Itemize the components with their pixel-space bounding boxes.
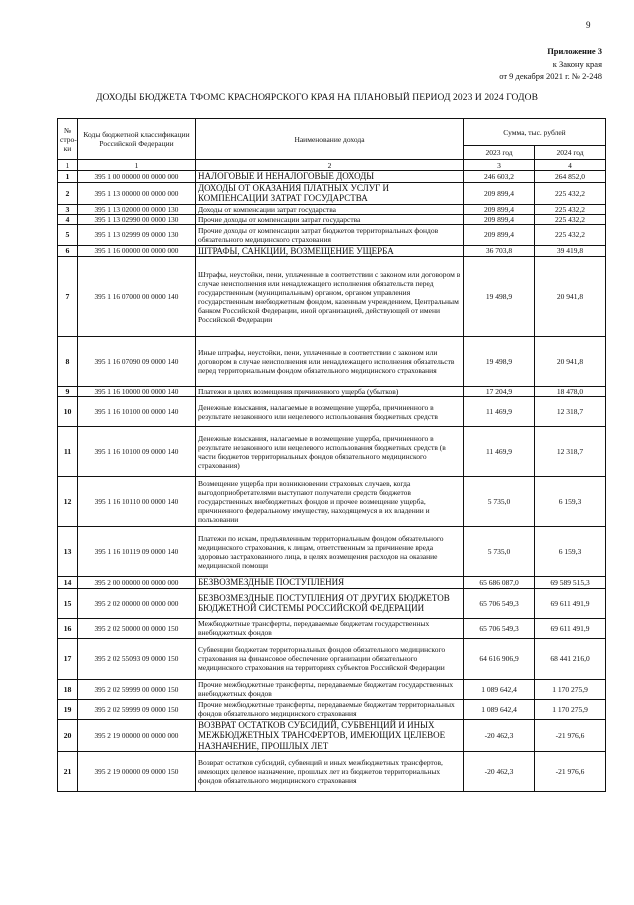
classification-code-cell: 395 2 02 59999 00 0000 150 <box>78 679 196 699</box>
amount-2023-cell: 209 899,4 <box>464 214 535 224</box>
amount-2024-cell: 69 589 515,3 <box>535 577 606 589</box>
table-row <box>58 618 606 638</box>
revenue-name-cell: Иные штрафы, неустойки, пени, уплаченные в соответствии с законом или договором в случае неисполнения или ненадлежащего исполнения обязательств перед территориальным фондом обязательного медицинского страхования <box>196 337 464 387</box>
revenue-name-cell: Штрафы, неустойки, пени, уплаченные в соответствии с законом или договором в случае неисполнения или ненадлежащего исполнения обязательств перед государственным (муниципальным) органом, органом управления государственным внебюджетным фондом, казенным учреждением, Центральным банком Российской Федерации, иной организацией, действующей от имени Российской Федерации <box>196 257 464 337</box>
amount-2024-cell: 39 419,8 <box>535 245 606 257</box>
appendix-line-2: от 9 декабря 2021 г. № 2-248 <box>499 71 602 81</box>
amount-2023-cell: 246 603,2 <box>464 171 535 183</box>
classification-code-cell: 395 1 16 00000 00 0000 000 <box>78 245 196 257</box>
amount-2024-cell: 1 170 275,9 <box>535 699 606 719</box>
table-row <box>58 245 606 257</box>
amount-2023-cell: 65 706 549,3 <box>464 618 535 638</box>
document-title: ДОХОДЫ БЮДЖЕТА ТФОМС КРАСНОЯРСКОГО КРАЯ НА ПЛАНОВЫЙ ПЕРИОД 2023 И 2024 ГОДОВ <box>95 93 539 103</box>
header-name: Наименование дохода <box>196 119 464 160</box>
amount-2023-cell: 11 469,9 <box>464 427 535 477</box>
table-row <box>58 171 606 183</box>
amount-2023-cell: 209 899,4 <box>464 224 535 245</box>
row-number-cell: 9 <box>58 387 78 397</box>
row-number-cell: 16 <box>58 618 78 638</box>
classification-code-cell: 395 1 16 10110 00 0000 140 <box>78 477 196 527</box>
row-number-cell: 19 <box>58 699 78 719</box>
table-row <box>58 224 606 245</box>
table-body <box>58 171 606 792</box>
classification-code-cell: 395 1 16 10000 00 0000 140 <box>78 387 196 397</box>
classification-code-cell: 395 1 16 10119 09 0000 140 <box>78 527 196 577</box>
amount-2024-cell: 225 432,2 <box>535 182 606 204</box>
classification-code-cell: 395 2 02 59999 09 0000 150 <box>78 699 196 719</box>
classification-code-cell: 395 2 02 50000 00 0000 150 <box>78 618 196 638</box>
header-year-2023: 2023 год <box>464 146 535 160</box>
amount-2024-cell: -21 976,6 <box>535 752 606 792</box>
header-sum: Сумма, тыс. рублей <box>464 119 606 146</box>
appendix-line-1: к Закону края <box>552 58 602 69</box>
table-row <box>58 679 606 699</box>
row-number-cell: 3 <box>58 204 78 214</box>
amount-2023-cell: 19 498,9 <box>464 337 535 387</box>
row-number-cell: 21 <box>58 752 78 792</box>
amount-2023-cell: 1 089 642,4 <box>464 679 535 699</box>
revenue-name-cell: ВОЗВРАТ ОСТАТКОВ СУБСИДИЙ, СУБВЕНЦИЙ И ИНЫХ МЕЖБЮДЖЕТНЫХ ТРАНСФЕРТОВ, ИМЕЮЩИХ ЦЕЛЕВОЕ НАЗНАЧЕНИЕ, ПРОШЛЫХ ЛЕТ <box>196 719 464 752</box>
appendix-block <box>499 45 602 83</box>
revenue-name-cell: Прочие доходы от компенсации затрат бюджетов территориальных фондов обязательного медицинского страхования <box>196 224 464 245</box>
header-code: Коды бюджетной классификации Российской Федерации <box>78 119 196 160</box>
row-number-cell: 10 <box>58 397 78 427</box>
table-row <box>58 387 606 397</box>
classification-code-cell: 395 1 16 10100 00 0000 140 <box>78 397 196 427</box>
revenue-name-cell: ШТРАФЫ, САНКЦИИ, ВОЗМЕЩЕНИЕ УЩЕРБА <box>196 245 464 257</box>
revenue-name-cell: Возмещение ущерба при возникновении страховых случаев, когда выгодоприобретателями выступают получатели средств бюджетов государственных внебюджетных фондов и прочее возмещение ущерба, причиненного федеральному имуществу, находящемуся в их владении и пользовании <box>196 477 464 527</box>
table-row <box>58 527 606 577</box>
row-number-cell: 2 <box>58 182 78 204</box>
row-number-cell: 18 <box>58 679 78 699</box>
classification-code-cell: 395 1 13 00000 00 0000 000 <box>78 182 196 204</box>
classification-code-cell: 395 1 13 02990 00 0000 130 <box>78 214 196 224</box>
amount-2023-cell: 36 703,8 <box>464 245 535 257</box>
revenue-name-cell: БЕЗВОЗМЕЗДНЫЕ ПОСТУПЛЕНИЯ <box>196 577 464 589</box>
amount-2024-cell: 12 318,7 <box>535 427 606 477</box>
amount-2023-cell: 5 735,0 <box>464 527 535 577</box>
page-number: 9 <box>586 20 591 30</box>
revenue-name-cell: ДОХОДЫ ОТ ОКАЗАНИЯ ПЛАТНЫХ УСЛУГ И КОМПЕНСАЦИИ ЗАТРАТ ГОСУДАРСТВА <box>196 182 464 204</box>
classification-code-cell: 395 1 16 07000 00 0000 140 <box>78 257 196 337</box>
table-row <box>58 699 606 719</box>
revenue-name-cell: Платежи в целях возмещения причиненного ущерба (убытков) <box>196 387 464 397</box>
revenue-name-cell: БЕЗВОЗМЕЗДНЫЕ ПОСТУПЛЕНИЯ ОТ ДРУГИХ БЮДЖЕТОВ БЮДЖЕТНОЙ СИСТЕМЫ РОССИЙСКОЙ ФЕДЕРАЦИИ <box>196 588 464 618</box>
amount-2023-cell: 17 204,9 <box>464 387 535 397</box>
amount-2024-cell: 1 170 275,9 <box>535 679 606 699</box>
amount-2024-cell: 225 432,2 <box>535 204 606 214</box>
revenue-name-cell: Межбюджетные трансферты, передаваемые бюджетам государственных внебюджетных фондов <box>196 618 464 638</box>
row-number-cell: 13 <box>58 527 78 577</box>
table-row <box>58 427 606 477</box>
column-number: 3 <box>464 160 535 171</box>
amount-2024-cell: 6 159,3 <box>535 527 606 577</box>
row-number-cell: 8 <box>58 337 78 387</box>
row-number-cell: 7 <box>58 257 78 337</box>
amount-2024-cell: 225 432,2 <box>535 224 606 245</box>
amount-2024-cell: 12 318,7 <box>535 397 606 427</box>
table-row <box>58 214 606 224</box>
row-number-cell: 14 <box>58 577 78 589</box>
amount-2023-cell: 209 899,4 <box>464 204 535 214</box>
header-row-number: № стро-ки <box>58 119 78 160</box>
table-row <box>58 204 606 214</box>
classification-code-cell: 395 2 02 55093 09 0000 150 <box>78 638 196 679</box>
row-number-cell: 4 <box>58 214 78 224</box>
classification-code-cell: 395 2 00 00000 00 0000 000 <box>78 577 196 589</box>
table-row <box>58 477 606 527</box>
classification-code-cell: 395 1 13 02999 09 0000 130 <box>78 224 196 245</box>
column-number: 4 <box>535 160 606 171</box>
table-row <box>58 257 606 337</box>
classification-code-cell: 395 1 00 00000 00 0000 000 <box>78 171 196 183</box>
amount-2023-cell: -20 462,3 <box>464 752 535 792</box>
classification-code-cell: 395 2 19 00000 09 0000 150 <box>78 752 196 792</box>
row-number-cell: 15 <box>58 588 78 618</box>
row-number-cell: 17 <box>58 638 78 679</box>
table-row <box>58 752 606 792</box>
amount-2023-cell: -20 462,3 <box>464 719 535 752</box>
amount-2024-cell: 69 611 491,9 <box>535 618 606 638</box>
amount-2023-cell: 19 498,9 <box>464 257 535 337</box>
classification-code-cell: 395 1 13 02000 00 0000 130 <box>78 204 196 214</box>
revenue-name-cell: Субвенции бюджетам территориальных фондов обязательного медицинского страхования на финансовое обеспечение организации обязательного медицинского страхования на территориях субъектов Российской Федерации <box>196 638 464 679</box>
amount-2024-cell: 264 852,0 <box>535 171 606 183</box>
amount-2023-cell: 209 899,4 <box>464 182 535 204</box>
table-row <box>58 577 606 589</box>
amount-2023-cell: 11 469,9 <box>464 397 535 427</box>
amount-2024-cell: 20 941,8 <box>535 337 606 387</box>
revenue-name-cell: Прочие межбюджетные трансферты, передаваемые бюджетам государственных внебюджетных фондов <box>196 679 464 699</box>
amount-2023-cell: 65 706 549,3 <box>464 588 535 618</box>
column-number: 1 <box>58 160 78 171</box>
amount-2024-cell: 20 941,8 <box>535 257 606 337</box>
amount-2024-cell: 225 432,2 <box>535 214 606 224</box>
classification-code-cell: 395 2 02 00000 00 0000 000 <box>78 588 196 618</box>
revenue-name-cell: Прочие доходы от компенсации затрат государства <box>196 214 464 224</box>
amount-2024-cell: 18 478,0 <box>535 387 606 397</box>
row-number-cell: 5 <box>58 224 78 245</box>
row-number-cell: 11 <box>58 427 78 477</box>
revenue-name-cell: Прочие межбюджетные трансферты, передаваемые бюджетам территориальных фондов обязательного медицинского страхования <box>196 699 464 719</box>
revenue-name-cell: НАЛОГОВЫЕ И НЕНАЛОГОВЫЕ ДОХОДЫ <box>196 171 464 183</box>
table-row <box>58 719 606 752</box>
amount-2023-cell: 65 686 087,0 <box>464 577 535 589</box>
amount-2023-cell: 64 616 906,9 <box>464 638 535 679</box>
header-year-2024: 2024 год <box>535 146 606 160</box>
classification-code-cell: 395 1 16 07090 09 0000 140 <box>78 337 196 387</box>
column-number: 2 <box>196 160 464 171</box>
revenue-name-cell: Платежи по искам, предъявленным территориальным фондом обязательного медицинского страхования, к лицам, ответственным за причинение вреда здоровью застрахованного лица, в целях возмещения расходов на оказание медицинской помощи <box>196 527 464 577</box>
amount-2024-cell: 6 159,3 <box>535 477 606 527</box>
amount-2023-cell: 5 735,0 <box>464 477 535 527</box>
appendix-title: Приложение 3 <box>547 46 602 56</box>
row-number-cell: 20 <box>58 719 78 752</box>
classification-code-cell: 395 1 16 10100 09 0000 140 <box>78 427 196 477</box>
row-number-cell: 12 <box>58 477 78 527</box>
row-number-cell: 1 <box>58 171 78 183</box>
table-row <box>58 397 606 427</box>
table-row <box>58 638 606 679</box>
amount-2024-cell: 69 611 491,9 <box>535 588 606 618</box>
table-row <box>58 182 606 204</box>
column-number: 1 <box>78 160 196 171</box>
table-row <box>58 337 606 387</box>
amount-2023-cell: 1 089 642,4 <box>464 699 535 719</box>
revenue-name-cell: Денежные взыскания, налагаемые в возмещение ущерба, причиненного в результате незаконного или нецелевого использования бюджетных средств <box>196 397 464 427</box>
revenue-name-cell: Денежные взыскания, налагаемые в возмещение ущерба, причиненного в результате незаконного или нецелевого использования бюджетных средств (в части бюджетов территориальных фондов обязательного медицинского страхования) <box>196 427 464 477</box>
revenue-table <box>57 118 606 792</box>
row-number-cell: 6 <box>58 245 78 257</box>
table-row <box>58 588 606 618</box>
classification-code-cell: 395 2 19 00000 00 0000 000 <box>78 719 196 752</box>
revenue-name-cell: Доходы от компенсации затрат государства <box>196 204 464 214</box>
revenue-name-cell: Возврат остатков субсидий, субвенций и иных межбюджетных трансфертов, имеющих целевое назначение, прошлых лет из бюджетов территориальных фондов обязательного медицинского страхования <box>196 752 464 792</box>
amount-2024-cell: -21 976,6 <box>535 719 606 752</box>
amount-2024-cell: 68 441 216,0 <box>535 638 606 679</box>
